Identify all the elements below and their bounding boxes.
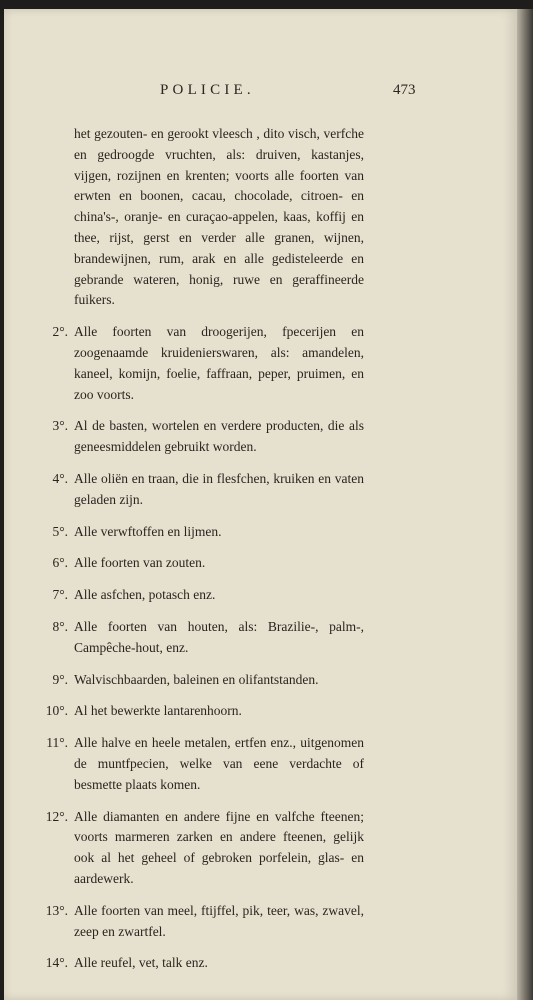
item-list [0, 322, 513, 974]
list-item [0, 901, 513, 943]
list-item [0, 522, 513, 543]
list-item [0, 585, 513, 606]
list-item [0, 617, 513, 659]
page-number: 473 [393, 82, 416, 98]
item-text: Alle oliën en traan, die in flesfchen, kruiken en vaten geladen zijn. [74, 470, 364, 507]
list-item [0, 701, 513, 722]
item-number: 9°. [52, 671, 68, 687]
list-item [0, 953, 513, 974]
list-item [0, 469, 513, 511]
page-edge-shadow [517, 9, 533, 1000]
item-number: 11°. [46, 735, 68, 751]
item-text: Alle reufel, vet, talk enz. [74, 955, 208, 971]
item-text: Al de basten, wortelen en verdere producten, die als geneesmiddelen gebruikt worden. [74, 418, 364, 455]
list-item [0, 733, 513, 795]
intro-text: het gezouten- en gerookt vleesch , dito visch, verfche en gedroogde vruchten, als: druiven, kastanjes, vijgen, rozijnen en krenten; voorts alle foorten van erwten en boonen, cacau, chocolade, citroen- en china's-, oranje- en curaçao-appelen, kaas, koffij en thee, rijst, gerst en verder alle granen, wijnen, brandewijnen, rum, arak en alle gedisteleerde en gebrande wateren, honig, ruwe en geraffineerde fuikers. [74, 126, 364, 308]
item-number: 4°. [52, 470, 68, 486]
item-text: Alle verwftoffen en lijmen. [74, 523, 222, 539]
item-number: 2°. [52, 324, 68, 340]
list-item [0, 322, 513, 405]
item-number: 10°. [45, 703, 68, 719]
item-text: Alle asfchen, potasch enz. [74, 587, 216, 603]
item-text: Alle foorten van zouten. [74, 555, 206, 571]
item-text: Alle halve en heele metalen, ertfen enz., uitgenomen de muntfpecien, welke van eene verdachte of besmette plaats komen. [74, 735, 364, 792]
item-number: 13°. [45, 902, 68, 918]
item-number: 6°. [52, 555, 68, 571]
page-body [0, 124, 513, 985]
item-number: 12°. [45, 808, 68, 824]
item-number: 8°. [52, 618, 68, 634]
intro-paragraph [0, 124, 513, 311]
item-text: Alle foorten van houten, als: Brazilie-, palm-, Campêche-hout, enz. [74, 618, 364, 655]
item-number: 14°. [45, 955, 68, 971]
item-text: Alle foorten van droogerijen, fpecerijen en zoogenaamde kruidenierswaren, als: amandelen, kaneel, komijn, foelie, faffraan, peper, pruimen, en zoo voorts. [74, 324, 364, 402]
item-text: Walvischbaarden, baleinen en olifantstanden. [74, 671, 319, 687]
list-item [0, 807, 513, 890]
item-text: Alle foorten van meel, ftijffel, pik, teer, was, zwavel, zeep en zwartfel. [74, 902, 364, 939]
item-text: Alle diamanten en andere fijne en valfche fteenen; voorts marmeren zarken en andere fteenen, gelijk ook al het geheel of gebroken porfelein, glas- en aardewerk. [74, 808, 364, 886]
item-text: Al het bewerkte lantarenhoorn. [74, 703, 242, 719]
list-item [0, 416, 513, 458]
list-item [0, 553, 513, 574]
item-number: 3°. [52, 418, 68, 434]
running-head: POLICIE. [160, 82, 255, 98]
list-item [0, 670, 513, 691]
page-header [0, 82, 533, 106]
item-number: 5°. [52, 523, 68, 539]
item-number: 7°. [52, 587, 68, 603]
